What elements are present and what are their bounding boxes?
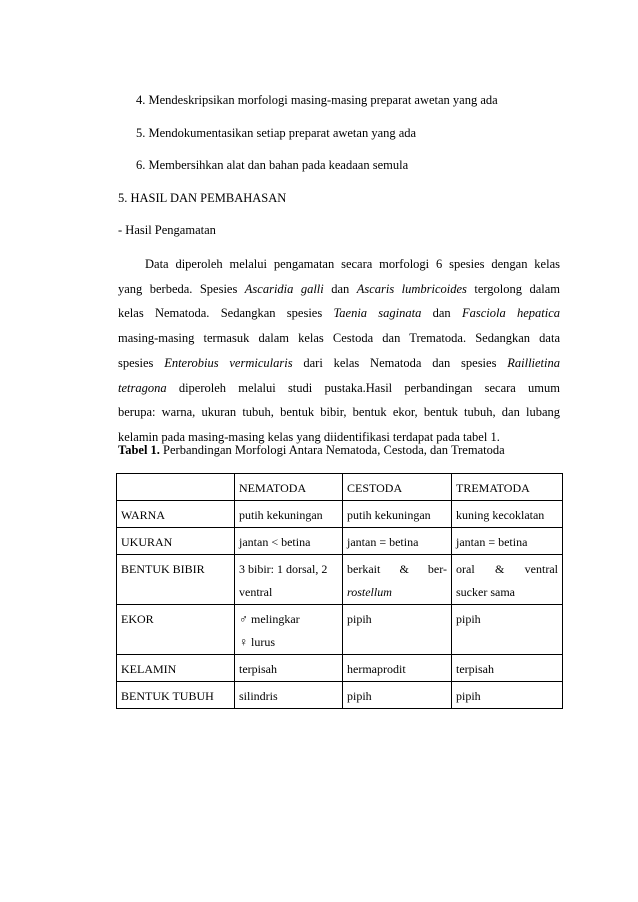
subheading: - Hasil Pengamatan: [118, 223, 216, 237]
section-heading: 5. HASIL DAN PEMBAHASAN: [118, 191, 287, 205]
table-row: [117, 682, 563, 709]
table-cell: putih kekuningan: [235, 501, 343, 528]
comparison-table: [116, 473, 563, 709]
table-row: [117, 655, 563, 682]
paragraph-text: dari kelas Nematoda dan spesies: [292, 355, 508, 370]
table-cell: [235, 605, 343, 655]
list-item-5: 5. Mendokumentasikan setiap preparat awetan yang ada: [136, 126, 417, 140]
table-cell: pipih: [452, 682, 563, 709]
cell-word: &: [494, 562, 505, 576]
cell-line: 3 bibir: 1 dorsal, 2: [239, 562, 328, 576]
list-item-4: 4. Mendeskripsikan morfologi masing-masing preparat awetan yang ada: [136, 93, 498, 107]
paragraph-line: Data diperoleh melalui pengamatan secara morfologi 6 spesies dengan kelas: [145, 257, 560, 271]
cell-line: ♂ melingkar: [239, 612, 300, 626]
paragraph-text: dan: [421, 306, 462, 321]
cell-line: [456, 558, 558, 581]
table-row: [117, 605, 563, 655]
table-row: [117, 501, 563, 528]
row-label: WARNA: [117, 501, 235, 528]
cell-word: &: [399, 562, 409, 576]
cell-word: ventral: [524, 562, 558, 576]
header-cell-empty: [117, 474, 235, 501]
paragraph-text: diperoleh melalui studi pustaka.Hasil perbandingan secara umum: [166, 380, 560, 395]
table-cell: terpisah: [235, 655, 343, 682]
paragraph-text: yang berbeda. Spesies: [118, 281, 245, 296]
cell-word: ber-: [427, 562, 447, 576]
species-name: Enterobius vermicularis: [164, 355, 293, 370]
cell-word: berkait: [347, 562, 381, 576]
species-name: Ascaris lumbricoides: [356, 281, 467, 296]
table-row: [117, 528, 563, 555]
cell-word: oral: [456, 562, 475, 576]
table-cell: kuning kecoklatan: [452, 501, 563, 528]
species-name: Raillietina: [507, 355, 561, 370]
table-caption: [118, 443, 505, 458]
species-name: Ascaridia galli: [244, 281, 324, 296]
table-cell: [235, 555, 343, 605]
cell-line: sucker sama: [456, 585, 515, 599]
paragraph-text: kelas Nematoda. Sedangkan spesies: [118, 306, 334, 321]
row-label: UKURAN: [117, 528, 235, 555]
table-cell: [343, 555, 452, 605]
cell-line: ventral: [239, 585, 273, 599]
table-cell: pipih: [343, 682, 452, 709]
table-row: [117, 555, 563, 605]
row-label: EKOR: [117, 605, 235, 655]
table-caption-label: Tabel 1.: [118, 443, 160, 457]
table-cell: putih kekuningan: [343, 501, 452, 528]
species-name: Fasciola hepatica: [461, 306, 560, 321]
table-cell: jantan < betina: [235, 528, 343, 555]
paragraph-text: spesies: [118, 355, 165, 370]
results-paragraph: [118, 252, 560, 450]
row-label: BENTUK TUBUH: [117, 682, 235, 709]
table-cell: pipih: [343, 605, 452, 655]
table-cell: jantan = betina: [452, 528, 563, 555]
table-cell: hermaprodit: [343, 655, 452, 682]
header-cell-cestoda: CESTODA: [343, 474, 452, 501]
header-cell-trematoda: TREMATODA: [452, 474, 563, 501]
row-label: KELAMIN: [117, 655, 235, 682]
paragraph-line: masing-masing termasuk dalam kelas Cestoda dan Trematoda. Sedangkan data: [118, 331, 560, 346]
paragraph-text: tergolong dalam: [466, 281, 560, 296]
paragraph-line: berupa: warna, ukuran tubuh, bentuk bibir, bentuk ekor, bentuk tubuh, dan lubang: [118, 405, 560, 420]
header-cell-nematoda: NEMATODA: [235, 474, 343, 501]
cell-line: ♀ lurus: [239, 635, 275, 649]
table-cell: terpisah: [452, 655, 563, 682]
table-cell: jantan = betina: [343, 528, 452, 555]
row-label: BENTUK BIBIR: [117, 555, 235, 605]
table-header-row: [117, 474, 563, 501]
table-cell: pipih: [452, 605, 563, 655]
table-cell: [452, 555, 563, 605]
paragraph-line: kelamin pada masing-masing kelas yang diidentifikasi terdapat pada tabel 1.: [118, 429, 500, 444]
table-caption-text: Perbandingan Morfologi Antara Nematoda, Cestoda, dan Trematoda: [159, 443, 505, 457]
species-name: tetragona: [118, 380, 167, 395]
paragraph-text: dan: [323, 281, 357, 296]
cell-line: [347, 558, 447, 581]
list-item-6: 6. Membersihkan alat dan bahan pada keadaan semula: [136, 158, 409, 172]
table-cell: silindris: [235, 682, 343, 709]
species-name: Taenia saginata: [333, 306, 422, 321]
cell-word: rostellum: [347, 585, 392, 599]
